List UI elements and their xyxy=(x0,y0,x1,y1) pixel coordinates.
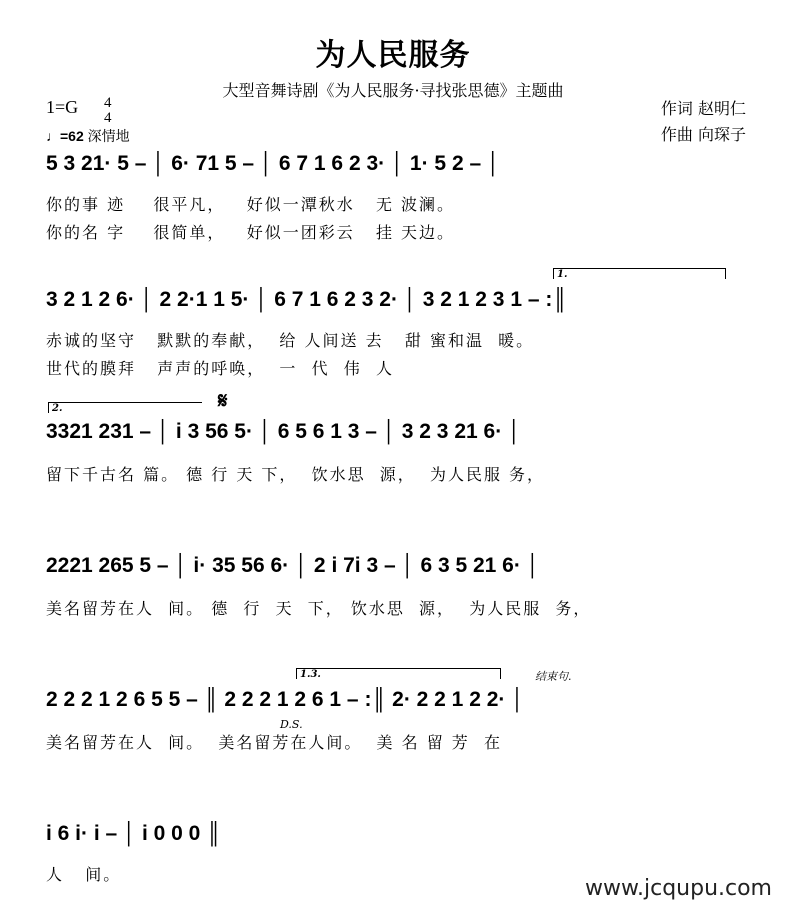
volta-1-3: 1.3. xyxy=(296,668,501,679)
notation-line: 3 2 1 2 6· │ 2 2·1 1 5· │ 6 7 1 6 2 3 2· │ 3 2 1 2 3 1 – :║ xyxy=(46,288,568,311)
key-signature: 1=G xyxy=(46,97,79,117)
score-system-3 xyxy=(46,420,756,456)
score-system-4 xyxy=(46,554,756,590)
notation-line: 5 3 21· 5 – │ 6· 71 5 – │ 6 7 1 6 2 3· │ 1· 5 2 – │ xyxy=(46,152,501,175)
segno-sign: 𝄋 xyxy=(218,388,228,414)
lyrics-verse-1: 赤诚的坚守 默默的奉献， 给 人间送 去 甜 蜜和温 暖。 xyxy=(46,331,535,350)
score-system-1 xyxy=(46,152,756,188)
lyrics-line: 美名留芳在人 间。 德 行 天 下， 饮水思 源， 为人民服 务， xyxy=(46,599,592,618)
lyrics-verse-2: 你的名 字 很简单， 好似一团彩云 挂 天边。 xyxy=(46,223,456,242)
ending-phrase-mark: 结束句. xyxy=(535,670,572,683)
time-sig-top: 4 xyxy=(104,95,112,111)
notation-line: 3321 231 – │ i 3 56 5· │ 6 5 6 1 3 – │ 3 2 3 21 6· │ xyxy=(46,420,522,443)
dal-segno-mark: D.S. xyxy=(280,718,303,731)
notation-line: 2 2 2 1 2 6 5 5 – ║ 2 2 2 1 2 6 1 – :║ 2· 2 2 1 2 2· │ xyxy=(46,688,525,711)
tempo-marking xyxy=(46,126,130,146)
subtitle: 大型音舞诗剧《为人民服务·寻找张思德》主题曲 xyxy=(222,81,564,100)
lyrics-line: 人 间。 xyxy=(46,865,122,884)
lyricist-credit: 作词 赵明仁 xyxy=(660,99,746,118)
watermark: www.jcqupu.com xyxy=(585,876,772,901)
score-system-2 xyxy=(46,288,756,324)
notation-line: 2221 265 5 – │ i· 35 56 6· │ 2 i 7i 3 – │ 6 3 5 21 6· │ xyxy=(46,554,540,577)
volta-1: 1. xyxy=(553,268,726,279)
volta-2: 2. xyxy=(48,402,202,413)
lyrics-line: 美名留芳在人 间。 美名留芳在人间。 美 名 留 芳 在 xyxy=(46,733,502,752)
lyrics-verse-2: 世代的膜拜 声声的呼唤， 一 代 伟 人 xyxy=(46,359,394,378)
tempo-value: ♩=62 xyxy=(46,128,84,144)
score-system-6 xyxy=(46,822,756,858)
lyrics-line: 留下千古名 篇。 德 行 天 下， 饮水思 源， 为人民服 务， xyxy=(46,465,546,484)
time-sig-bottom: 4 xyxy=(104,110,112,126)
composer-credit: 作曲 向琛子 xyxy=(660,125,746,144)
expression-mark: 深情地 xyxy=(87,129,130,145)
song-title: 为人民服务 xyxy=(315,38,471,73)
time-signature xyxy=(104,96,112,126)
notation-line: i 6 i· i – │ i 0 0 0 ║ xyxy=(46,822,222,845)
lyrics-verse-1: 你的事 迹 很平凡， 好似一潭秋水 无 波澜。 xyxy=(46,195,456,214)
score-system-5 xyxy=(46,688,756,724)
